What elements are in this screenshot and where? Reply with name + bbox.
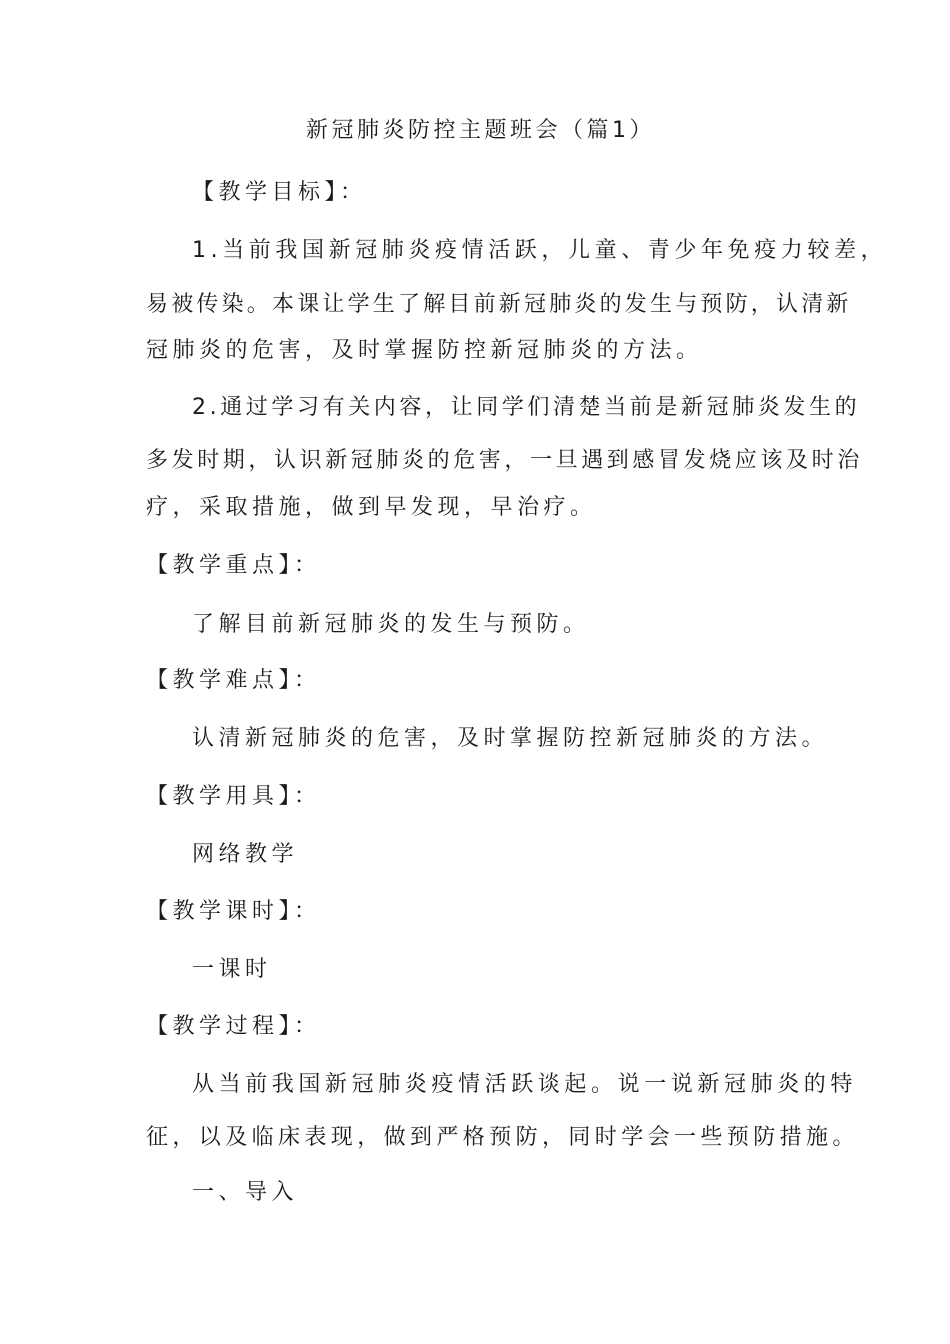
teaching-time-text: 一课时 bbox=[192, 957, 272, 982]
teaching-process-heading: 【教学过程】： bbox=[146, 1014, 321, 1039]
teaching-difficulty-text: 认清新冠肺炎的危害，及时掌握防控新冠肺炎的方法。 bbox=[192, 726, 829, 751]
goal-1-line-2: 易被传染。本课让学生了解目前新冠肺炎的发生与预防，认清新 bbox=[146, 292, 852, 317]
teaching-key-heading: 【教学重点】： bbox=[146, 553, 321, 578]
process-line-1: 从当前我国新冠肺炎疫情活跃谈起。说一说新冠肺炎的特 bbox=[192, 1072, 858, 1097]
goal-1-line-3: 冠肺炎的危害，及时掌握防控新冠肺炎的方法。 bbox=[146, 338, 703, 363]
teaching-tools-heading: 【教学用具】： bbox=[146, 784, 321, 809]
teaching-tools-text: 网络教学 bbox=[192, 842, 299, 867]
goal-2-line-1: 2.通过学习有关内容，让同学们清楚当前是新冠肺炎发生的 bbox=[192, 395, 861, 420]
teaching-time-heading: 【教学课时】： bbox=[146, 899, 321, 924]
goal-2-line-2: 多发时期，认识新冠肺炎的危害，一旦遇到感冒发烧应该及时治 bbox=[146, 448, 863, 473]
document-title: 新冠肺炎防控主题班会（篇1） bbox=[306, 118, 655, 143]
process-line-2: 征，以及临床表现，做到严格预防，同时学会一些预防措施。 bbox=[146, 1125, 859, 1150]
teaching-key-text: 了解目前新冠肺炎的发生与预防。 bbox=[192, 612, 590, 637]
teaching-difficulty-heading: 【教学难点】： bbox=[146, 668, 321, 693]
goal-2-line-3: 疗，采取措施，做到早发现，早治疗。 bbox=[146, 495, 597, 520]
teaching-goal-heading: 【教学目标】： bbox=[192, 180, 367, 205]
goal-1-line-1: 1.当前我国新冠肺炎疫情活跃，儿童、青少年免疫力较差， bbox=[192, 238, 888, 263]
section-introduction-heading: 一、导入 bbox=[192, 1180, 299, 1205]
